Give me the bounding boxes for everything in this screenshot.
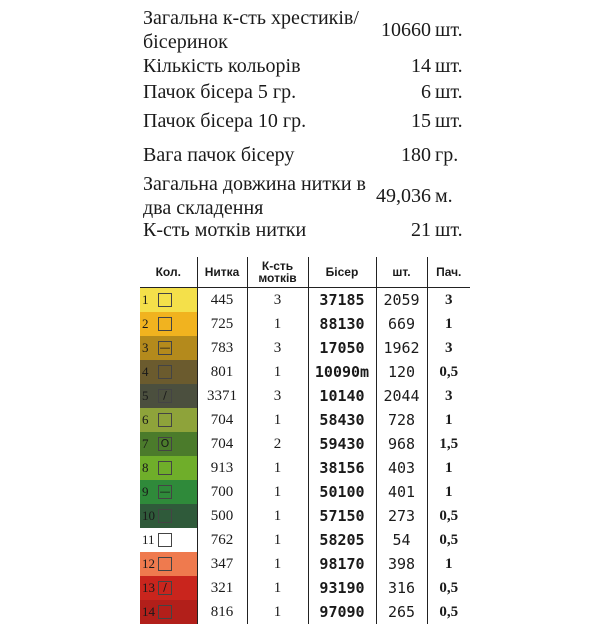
thread-cell: 725	[197, 312, 247, 336]
packs-cell: 0,5	[427, 360, 470, 384]
stitch-symbol-icon	[158, 509, 172, 523]
skeins-cell: 1	[247, 528, 308, 552]
pcs-cell: 968	[376, 432, 427, 456]
skeins-cell: 1	[247, 408, 308, 432]
skeins-cell: 3	[247, 336, 308, 360]
thread-cell: 704	[197, 432, 247, 456]
summary-unit: шт.	[435, 54, 463, 78]
summary-unit: шт.	[435, 218, 463, 242]
summary-value: 14	[411, 54, 431, 78]
thread-cell: 700	[197, 480, 247, 504]
bead-cell: 38156	[308, 456, 376, 480]
bead-cell: 17050	[308, 336, 376, 360]
color-number: 10	[142, 504, 155, 528]
stitch-symbol-icon	[158, 365, 172, 379]
stitch-symbol-icon	[158, 557, 172, 571]
table-row	[140, 504, 470, 528]
pcs-cell: 273	[376, 504, 427, 528]
color-swatch	[140, 552, 197, 576]
table-row	[140, 288, 470, 313]
color-swatch	[140, 288, 197, 313]
skeins-cell: 1	[247, 576, 308, 600]
color-swatch	[140, 480, 197, 504]
header-color: Кол.	[140, 257, 197, 288]
color-swatch	[140, 456, 197, 480]
table-row	[140, 336, 470, 360]
thread-cell: 783	[197, 336, 247, 360]
color-number: 4	[142, 360, 149, 384]
color-number: 1	[142, 288, 149, 312]
color-number: 8	[142, 456, 149, 480]
pcs-cell: 1962	[376, 336, 427, 360]
bead-cell: 57150	[308, 504, 376, 528]
stitch-symbol-icon: O	[158, 437, 172, 451]
thread-cell: 816	[197, 600, 247, 624]
packs-cell: 1	[427, 312, 470, 336]
header-packs: Пач.	[427, 257, 470, 288]
stitch-symbol-icon	[158, 533, 172, 547]
stitch-symbol-icon	[158, 293, 172, 307]
summary-unit: шт.	[435, 18, 463, 42]
packs-cell: 0,5	[427, 576, 470, 600]
stitch-symbol-icon	[158, 317, 172, 331]
header-bead: Бісер	[308, 257, 376, 288]
color-swatch	[140, 312, 197, 336]
pcs-cell: 398	[376, 552, 427, 576]
pcs-cell: 2044	[376, 384, 427, 408]
packs-cell: 3	[427, 384, 470, 408]
skeins-cell: 1	[247, 480, 308, 504]
color-number: 3	[142, 336, 149, 360]
summary-unit: шт.	[435, 80, 463, 104]
header-thread: Нитка	[197, 257, 247, 288]
stitch-symbol-icon: /	[158, 389, 172, 403]
thread-cell: 704	[197, 408, 247, 432]
stitch-symbol-icon	[158, 461, 172, 475]
bead-cell: 88130	[308, 312, 376, 336]
table-row	[140, 432, 470, 456]
packs-cell: 0,5	[427, 504, 470, 528]
summary-value: 6	[421, 80, 431, 104]
stitch-symbol-icon: —	[158, 485, 172, 499]
color-swatch	[140, 432, 197, 456]
pcs-cell: 2059	[376, 288, 427, 313]
header-skeins: К-сть мотків	[247, 257, 308, 288]
stitch-symbol-icon	[158, 605, 172, 619]
color-swatch	[140, 408, 197, 432]
summary-unit: м.	[435, 184, 453, 208]
bead-cell: 58205	[308, 528, 376, 552]
color-number: 14	[142, 600, 155, 624]
stitch-symbol-icon	[158, 413, 172, 427]
color-swatch	[140, 504, 197, 528]
color-table	[140, 257, 470, 624]
summary-label: Пачок бісера 10 гр.	[143, 109, 379, 133]
skeins-cell: 1	[247, 552, 308, 576]
summary-label: Пачок бісера 5 гр.	[143, 80, 379, 104]
table-row	[140, 480, 470, 504]
bead-cell: 10140	[308, 384, 376, 408]
color-number: 13	[142, 576, 155, 600]
skeins-cell: 3	[247, 288, 308, 313]
thread-cell: 762	[197, 528, 247, 552]
packs-cell: 3	[427, 288, 470, 313]
summary-value: 49,036	[376, 184, 431, 208]
table-body	[140, 288, 470, 624]
color-number: 6	[142, 408, 149, 432]
packs-cell: 0,5	[427, 528, 470, 552]
color-number: 7	[142, 432, 149, 456]
pcs-cell: 265	[376, 600, 427, 624]
summary-value: 10660	[381, 18, 431, 42]
bead-cell: 10090m	[308, 360, 376, 384]
color-swatch	[140, 600, 197, 624]
table-row	[140, 408, 470, 432]
skeins-cell: 1	[247, 360, 308, 384]
bead-cell: 37185	[308, 288, 376, 313]
header-pcs: шт.	[376, 257, 427, 288]
color-number: 9	[142, 480, 149, 504]
thread-cell: 445	[197, 288, 247, 313]
skeins-cell: 1	[247, 504, 308, 528]
summary-unit: шт.	[435, 109, 463, 133]
summary-label: Кількість кольорів	[143, 54, 379, 78]
packs-cell: 3	[427, 336, 470, 360]
color-number: 12	[142, 552, 155, 576]
color-swatch	[140, 336, 197, 360]
thread-cell: 347	[197, 552, 247, 576]
packs-cell: 0,5	[427, 600, 470, 624]
table-row	[140, 384, 470, 408]
color-number: 5	[142, 384, 149, 408]
color-number: 2	[142, 312, 149, 336]
packs-cell: 1	[427, 480, 470, 504]
packs-cell: 1,5	[427, 432, 470, 456]
table-row	[140, 360, 470, 384]
packs-cell: 1	[427, 552, 470, 576]
thread-cell: 500	[197, 504, 247, 528]
summary-label: Загальна к-сть хрестиків/бісеринок	[143, 6, 379, 54]
pcs-cell: 120	[376, 360, 427, 384]
thread-cell: 321	[197, 576, 247, 600]
color-swatch	[140, 576, 197, 600]
packs-cell: 1	[427, 408, 470, 432]
thread-cell: 3371	[197, 384, 247, 408]
skeins-cell: 3	[247, 384, 308, 408]
table-row	[140, 456, 470, 480]
skeins-cell: 1	[247, 600, 308, 624]
bead-cell: 50100	[308, 480, 376, 504]
summary-label: К-сть мотків нитки	[143, 218, 379, 242]
bead-cell: 59430	[308, 432, 376, 456]
summary-value: 180	[401, 143, 431, 167]
color-swatch	[140, 384, 197, 408]
pcs-cell: 54	[376, 528, 427, 552]
thread-cell: 801	[197, 360, 247, 384]
stitch-symbol-icon: /	[158, 581, 172, 595]
table-row	[140, 600, 470, 624]
skeins-cell: 2	[247, 432, 308, 456]
color-swatch	[140, 360, 197, 384]
bead-cell: 58430	[308, 408, 376, 432]
table-row	[140, 312, 470, 336]
bead-cell: 98170	[308, 552, 376, 576]
table-header	[140, 257, 470, 288]
summary-unit: гр.	[435, 143, 458, 167]
packs-cell: 1	[427, 456, 470, 480]
stitch-symbol-icon: —	[158, 341, 172, 355]
pcs-cell: 316	[376, 576, 427, 600]
summary-value: 15	[411, 109, 431, 133]
summary-label: Вага пачок бісеру	[143, 143, 379, 167]
color-number: 11	[142, 528, 155, 552]
bead-cell: 97090	[308, 600, 376, 624]
summary-value: 21	[411, 218, 431, 242]
skeins-cell: 1	[247, 312, 308, 336]
table-row	[140, 528, 470, 552]
summary-label: Загальна довжина нитки в два складення	[143, 172, 379, 220]
pcs-cell: 403	[376, 456, 427, 480]
pcs-cell: 728	[376, 408, 427, 432]
pcs-cell: 669	[376, 312, 427, 336]
thread-cell: 913	[197, 456, 247, 480]
color-swatch	[140, 528, 197, 552]
table-row	[140, 552, 470, 576]
pcs-cell: 401	[376, 480, 427, 504]
table-row	[140, 576, 470, 600]
bead-cell: 93190	[308, 576, 376, 600]
skeins-cell: 1	[247, 456, 308, 480]
